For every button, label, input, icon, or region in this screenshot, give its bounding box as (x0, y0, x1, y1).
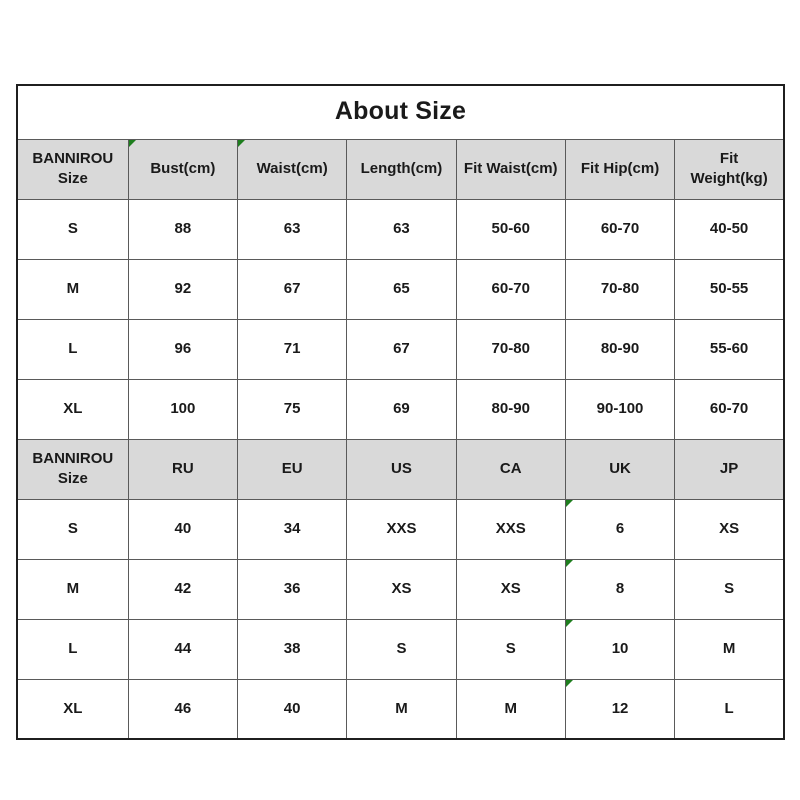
table-cell: 69 (347, 379, 456, 439)
table-cell: 96 (128, 319, 237, 379)
column-header: EU (238, 439, 347, 499)
table-cell: 67 (238, 259, 347, 319)
column-header: Fit Waist(cm) (456, 139, 565, 199)
table-row (17, 379, 784, 439)
column-header: Fit Hip(cm) (565, 139, 674, 199)
table-cell: 40 (128, 499, 237, 559)
row-size-label: L (17, 319, 128, 379)
green-corner-flag-icon (566, 560, 573, 567)
table-row (17, 259, 784, 319)
table-cell: 50-55 (675, 259, 784, 319)
table-cell: 100 (128, 379, 237, 439)
table-cell: 8 (565, 559, 674, 619)
row-size-label: S (17, 499, 128, 559)
table-cell: 40-50 (675, 199, 784, 259)
table-cell: 55-60 (675, 319, 784, 379)
column-header: Bust(cm) (128, 139, 237, 199)
table-cell: XS (347, 559, 456, 619)
table-cell: 60-70 (675, 379, 784, 439)
table-cell: XXS (456, 499, 565, 559)
table-cell: S (456, 619, 565, 679)
table-cell: 65 (347, 259, 456, 319)
column-header: JP (675, 439, 784, 499)
size_table_intl-header-row (17, 439, 784, 499)
green-corner-flag-icon (566, 620, 573, 627)
green-corner-flag-icon (566, 500, 573, 507)
row-size-label: L (17, 619, 128, 679)
green-corner-flag-icon (129, 140, 136, 147)
table-cell: 70-80 (565, 259, 674, 319)
table-cell: 70-80 (456, 319, 565, 379)
table-cell: S (675, 559, 784, 619)
table-cell: 34 (238, 499, 347, 559)
table-cell: 90-100 (565, 379, 674, 439)
table-cell: S (347, 619, 456, 679)
brand-size-header: BANNIROU Size (17, 139, 128, 199)
column-header: Fit Weight(kg) (675, 139, 784, 199)
column-header: CA (456, 439, 565, 499)
table-row (17, 319, 784, 379)
table-cell: 88 (128, 199, 237, 259)
table-cell: 80-90 (456, 379, 565, 439)
table-cell: 10 (565, 619, 674, 679)
table-row (17, 619, 784, 679)
column-header: RU (128, 439, 237, 499)
table-cell: XXS (347, 499, 456, 559)
title-row (17, 85, 784, 139)
table-cell: L (675, 679, 784, 739)
page-title: About Size (17, 85, 784, 139)
table-row (17, 199, 784, 259)
size-chart-container (16, 84, 785, 740)
table-cell: 63 (238, 199, 347, 259)
table-cell: 92 (128, 259, 237, 319)
table-cell: M (675, 619, 784, 679)
table-cell: 38 (238, 619, 347, 679)
size_table_cm-header-row (17, 139, 784, 199)
green-corner-flag-icon (238, 140, 245, 147)
table-cell: 50-60 (456, 199, 565, 259)
table-cell: 44 (128, 619, 237, 679)
table-cell: 75 (238, 379, 347, 439)
table-cell: XS (675, 499, 784, 559)
table-cell: 40 (238, 679, 347, 739)
table-cell: 71 (238, 319, 347, 379)
table-cell: 36 (238, 559, 347, 619)
row-size-label: S (17, 199, 128, 259)
table-cell: 80-90 (565, 319, 674, 379)
column-header: UK (565, 439, 674, 499)
table-cell: 46 (128, 679, 237, 739)
table-cell: 6 (565, 499, 674, 559)
table-cell: 67 (347, 319, 456, 379)
table-row (17, 559, 784, 619)
table-cell: M (347, 679, 456, 739)
table-cell: 60-70 (565, 199, 674, 259)
row-size-label: M (17, 259, 128, 319)
row-size-label: M (17, 559, 128, 619)
table-cell: 63 (347, 199, 456, 259)
brand-size-header: BANNIROU Size (17, 439, 128, 499)
size-chart-table (16, 84, 785, 740)
table-row (17, 499, 784, 559)
row-size-label: XL (17, 379, 128, 439)
table-row (17, 679, 784, 739)
column-header: Waist(cm) (238, 139, 347, 199)
table-cell: M (456, 679, 565, 739)
row-size-label: XL (17, 679, 128, 739)
green-corner-flag-icon (566, 680, 573, 687)
column-header: US (347, 439, 456, 499)
table-cell: 12 (565, 679, 674, 739)
table-cell: 42 (128, 559, 237, 619)
table-cell: 60-70 (456, 259, 565, 319)
column-header: Length(cm) (347, 139, 456, 199)
table-cell: XS (456, 559, 565, 619)
